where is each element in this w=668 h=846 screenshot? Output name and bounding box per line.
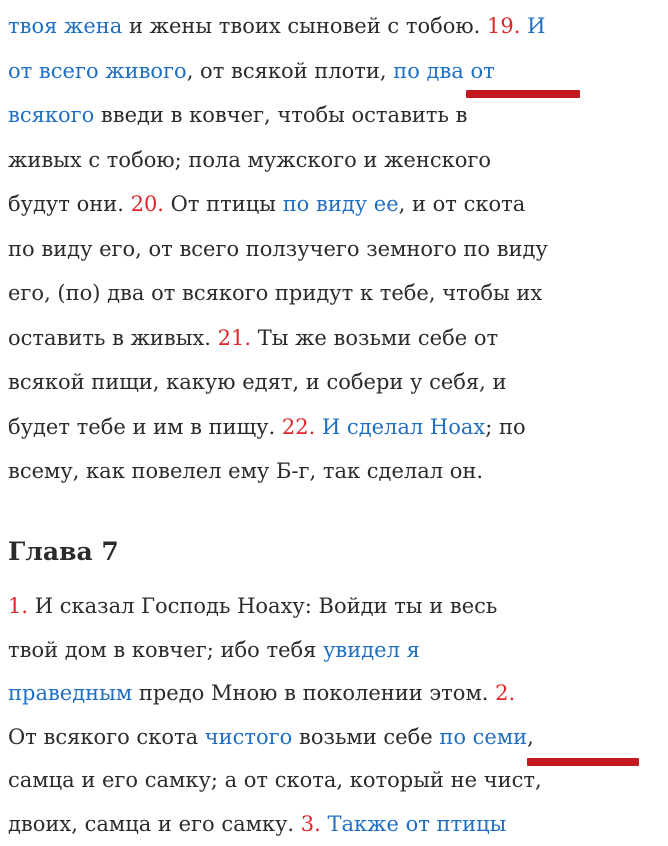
text-line xyxy=(8,227,548,271)
text-line xyxy=(8,360,507,404)
verse-number: 2. xyxy=(495,681,516,705)
commentary-link[interactable]: по два от xyxy=(393,58,495,83)
commentary-link[interactable]: от всего живого xyxy=(8,58,187,83)
text-line xyxy=(8,671,515,715)
commentary-link[interactable]: увидел я xyxy=(323,637,420,662)
verse-text: будет тебе и им в пищу. xyxy=(8,414,282,439)
verse-text: От всякого скота xyxy=(8,724,205,749)
verse-number: 1. xyxy=(8,594,29,618)
commentary-link[interactable]: И сделал Ноах xyxy=(321,414,486,439)
text-line xyxy=(8,758,542,802)
verse-text: ; по xyxy=(485,414,526,439)
text-line xyxy=(8,182,525,226)
verse-text: самца и его самку; а от скота, который не чист, xyxy=(8,768,542,792)
verse-text: и жены твоих сыновей с тобою. xyxy=(122,14,488,38)
verse-text: Ты же возьми себе от xyxy=(251,325,499,350)
commentary-link[interactable]: по виду ее xyxy=(282,192,399,216)
highlight-underline-po-semi xyxy=(527,758,639,766)
verse-text xyxy=(315,415,322,439)
verse-number: 3. xyxy=(300,811,321,836)
verse-number: 22. xyxy=(281,414,316,439)
text-line xyxy=(8,628,420,672)
verse-text: От птицы xyxy=(163,192,283,216)
verse-text: , от всякой плоти, xyxy=(186,58,394,83)
verse-text: всякой пищи, какую едят, и собери у себя, и xyxy=(8,370,507,394)
verse-text: живых с тобою; пола мужского и женского xyxy=(8,147,492,172)
verse-text: оставить в живых. xyxy=(8,325,218,350)
text-line xyxy=(8,138,491,182)
commentary-link[interactable]: праведным xyxy=(8,681,133,705)
commentary-link[interactable]: И xyxy=(520,14,546,38)
verse-text: возьми себе xyxy=(292,724,440,749)
text-line xyxy=(8,449,483,493)
text-line xyxy=(8,316,498,360)
commentary-link[interactable]: чистого xyxy=(204,724,293,749)
verse-text: будут они. xyxy=(8,192,131,216)
text-line xyxy=(8,405,526,449)
verse-text: всему, как повелел ему Б-г, так сделал он. xyxy=(8,459,484,483)
text-line xyxy=(8,802,506,846)
verse-number: 21. xyxy=(217,325,252,350)
verse-number: 19. xyxy=(487,14,521,38)
text-line xyxy=(8,271,542,315)
verse-text: , xyxy=(527,724,534,749)
text-line xyxy=(8,584,497,628)
verse-text: по виду его, от всего ползучего земного по виду xyxy=(8,236,548,261)
verse-text: И сказал Господь Ноаху: Войди ты и весь xyxy=(28,594,498,618)
chapter-heading: Глава 7 xyxy=(8,537,119,566)
verse-text: его, (по) два от всякого придут к тебе, чтобы их xyxy=(8,281,543,305)
text-line xyxy=(8,49,495,93)
text-line xyxy=(8,4,545,48)
verse-text: двоих, самца и его самку. xyxy=(8,811,301,836)
verse-text: твой дом в ковчег; ибо тебя xyxy=(8,637,324,662)
verse-text: предо Мною в поколении этом. xyxy=(132,681,496,705)
verse-text xyxy=(321,812,328,836)
verse-text: , и от скота xyxy=(398,192,526,216)
commentary-link[interactable]: твоя жена xyxy=(8,14,123,38)
verse-text: введи в ковчег, чтобы оставить в xyxy=(94,103,468,127)
highlight-underline-po-dva xyxy=(466,90,580,98)
text-line xyxy=(8,93,467,137)
commentary-link[interactable]: всякого xyxy=(8,103,95,127)
commentary-link[interactable]: по семи xyxy=(439,724,528,749)
text-line xyxy=(8,715,534,759)
verse-number: 20. xyxy=(130,192,164,216)
commentary-link[interactable]: Также от птицы xyxy=(327,811,507,836)
